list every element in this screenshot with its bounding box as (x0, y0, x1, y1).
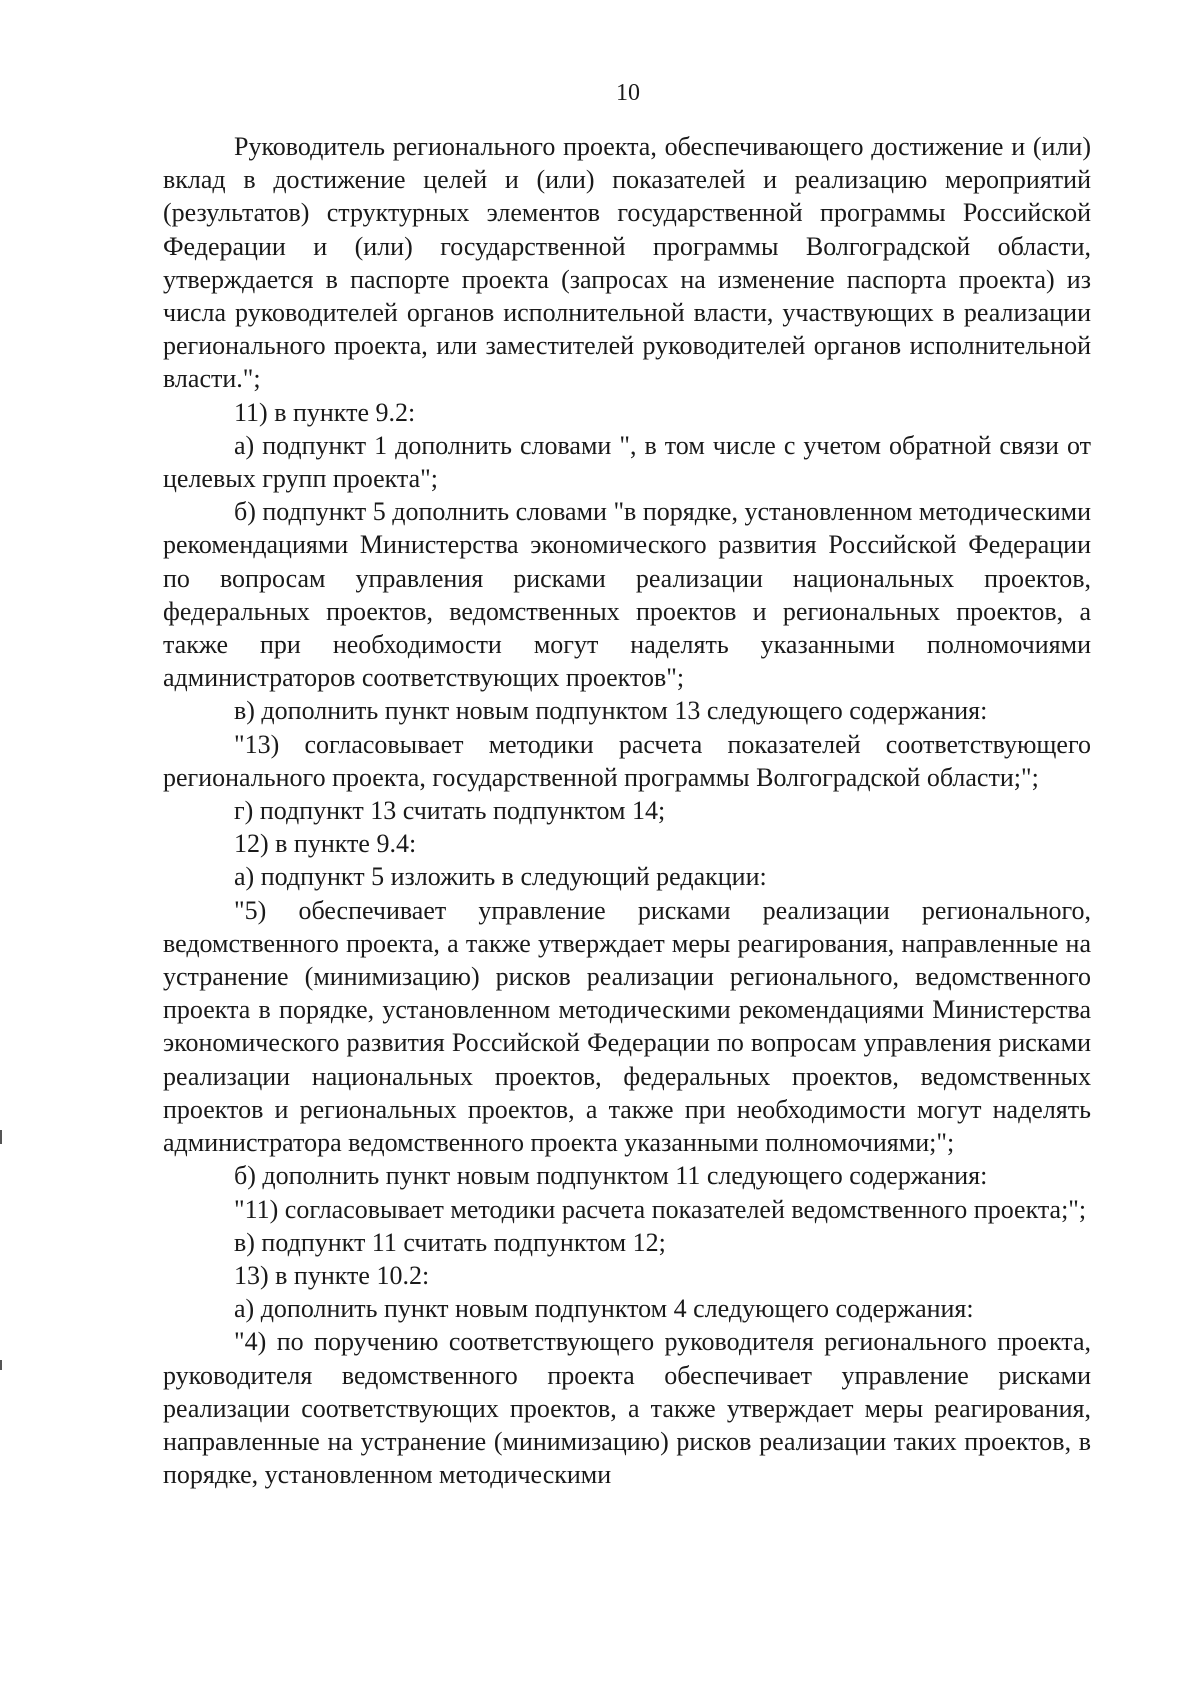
page-number: 10 (616, 80, 640, 106)
paragraph-subitem-5-text: "5) обеспечивает управление рисками реализации регионального, ведомственного проекта, а также утверждает меры реагирования, направленные на устранение (минимизацию) рисков реализации регионального, ведомственного проекта в порядке, установленном методическими рекомендациями Министерства экономического развития Российской Федерации по вопросам управления рисками реализации национальных проектов, федеральных проектов, ведомственных проектов и региональных проектов, а также при необходимости могут наделять администратора ведомственного проекта указанными полномочиями;"; (163, 895, 1091, 1158)
paragraph-item-11: 11) в пункте 9.2: (234, 397, 416, 427)
paragraph-item-11-a: а) подпункт 1 дополнить словами ", в том числе с учетом обратной связи от целевых групп проекта"; (163, 430, 1091, 494)
scan-edge-mark (0, 1360, 2, 1370)
paragraph-item-12: 12) в пункте 9.4: (234, 829, 417, 859)
paragraph-item-13: 13) в пункте 10.2: (234, 1260, 430, 1290)
paragraph-item-13-a: а) дополнить пункт новым подпунктом 4 следующего содержания: (234, 1294, 974, 1324)
document-body (163, 130, 1091, 1491)
paragraph-subitem-4-text: "4) по поручению соответствующего руководителя регионального проекта, руководителя ведомственного проекта обеспечивает управление рисками реализации соответствующих проектов, а также утверждает меры реагирования, направленные на устранение (минимизацию) рисков реализации таких проектов, в порядке, установленном методическими (163, 1327, 1091, 1490)
paragraph-item-11-v: в) дополнить пункт новым подпунктом 13 следующего содержания: (234, 696, 988, 726)
paragraph-regional-project-head: Руководитель регионального проекта, обеспечивающего достижение и (или) вклад в достижение целей и (или) показателей и реализацию мероприятий (результатов) структурных элементов государственной программы Российской Федерации и (или) государственной программы Волгоградской области, утверждается в паспорте проекта (запросах на изменение паспорта проекта) из числа руководителей органов исполнительной власти, участвующих в реализации регионального проекта, или заместителей руководителей органов исполнительной власти."; (163, 132, 1091, 394)
paragraph-subitem-11-text: "11) согласовывает методики расчета показателей ведомственного проекта;"; (234, 1194, 1087, 1224)
paragraph-item-11-g: г) подпункт 13 считать подпунктом 14; (234, 796, 666, 826)
scan-edge-mark (0, 1130, 2, 1144)
paragraph-item-12-v: в) подпункт 11 считать подпунктом 12; (234, 1227, 666, 1257)
paragraph-item-12-a: а) подпункт 5 изложить в следующий редакции: (234, 862, 767, 892)
paragraph-item-11-b: б) подпункт 5 дополнить словами "в порядке, установленном методическими рекомендациями Министерства экономического развития Российской Федерации по вопросам управления рисками реализации национальных проектов, федеральных проектов, ведомственных проектов и региональных проектов, а также при необходимости могут наделять указанными полномочиями администраторов соответствующих проектов"; (163, 497, 1091, 693)
paragraph-subitem-13-text: "13) согласовывает методики расчета показателей соответствующего регионального проекта, государственной программы Волгоградской области;"; (163, 729, 1091, 792)
paragraph-item-12-b: б) дополнить пункт новым подпунктом 11 следующего содержания: (234, 1161, 988, 1191)
